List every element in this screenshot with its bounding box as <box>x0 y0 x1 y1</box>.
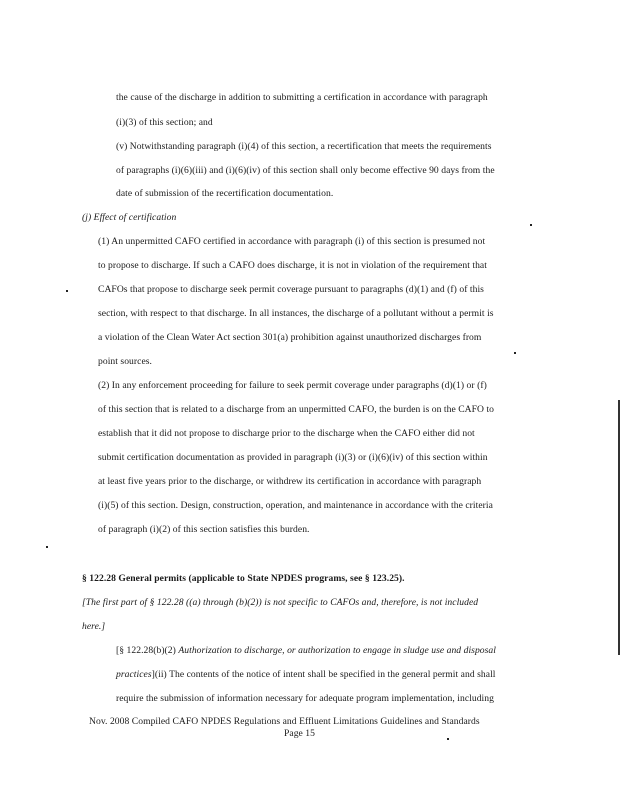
text-line <box>116 645 496 656</box>
text-line: require the submission of information necessary for adequate program implementation, including <box>116 693 494 704</box>
editorial-note: here.] <box>82 621 106 632</box>
editorial-note: [The first part of § 122.28 ((a) through (b)(2)) is not specific to CAFOs and, therefore, is not included <box>82 597 479 608</box>
scan-speck <box>447 738 449 740</box>
text-line: of this section that is related to a discharge from an unpermitted CAFO, the burden is on the CAFO to <box>98 404 495 415</box>
text-line: (i)(5) of this section. Design, construction, operation, and maintenance in accordance with the criteria <box>98 500 493 511</box>
text-line: (2) In any enforcement proceeding for failure to seek permit coverage under paragraphs (d)(1) or (f) <box>98 380 487 391</box>
text-line: establish that it did not propose to discharge prior to the discharge when the CAFO either did not <box>98 428 475 439</box>
text-line: of paragraphs (i)(6)(iii) and (i)(6)(iv) of this section shall only become effective 90 days from the <box>116 165 495 176</box>
text-line: (i)(3) of this section; and <box>116 117 213 128</box>
section-heading: (j) Effect of certification <box>82 212 177 223</box>
scan-speck <box>514 352 516 354</box>
text-line <box>116 669 496 680</box>
scan-speck <box>46 546 48 548</box>
scan-speck <box>66 290 68 292</box>
citation-prefix: [§ 122.28(b)(2) <box>116 645 179 656</box>
page-number: Page 15 <box>284 728 315 739</box>
text-line: the cause of the discharge in addition to submitting a certification in accordance with paragraph <box>116 92 488 103</box>
text-line: (v) Notwithstanding paragraph (i)(4) of this section, a recertification that meets the requirements <box>116 141 492 152</box>
text-line: at least five years prior to the discharge, or withdrew its certification in accordance with paragraph <box>98 476 482 487</box>
text-line: (1) An unpermitted CAFO certified in accordance with paragraph (i) of this section is presumed not <box>98 236 486 247</box>
text-run: ](ii) The contents of the notice of intent shall be specified in the general permit and shall <box>151 669 496 680</box>
footer-text: Nov. 2008 Compiled CAFO NPDES Regulations and Effluent Limitations Guidelines and Standards <box>89 716 480 727</box>
text-line: to propose to discharge. If such a CAFO does discharge, it is not in violation of the requirement that <box>98 260 487 271</box>
scan-speck <box>530 224 532 226</box>
text-line: section, with respect to that discharge. In all instances, the discharge of a pollutant without a permit is <box>98 308 494 319</box>
scan-edge-line <box>618 400 620 655</box>
section-heading: § 122.28 General permits (applicable to State NPDES programs, see § 123.25). <box>82 573 405 584</box>
text-line: point sources. <box>98 356 152 367</box>
text-line: submit certification documentation as provided in paragraph (i)(3) or (i)(6)(iv) of this section within <box>98 452 488 463</box>
text-line: CAFOs that propose to discharge seek permit coverage pursuant to paragraphs (d)(1) and (f) of this <box>98 284 484 295</box>
citation-title: Authorization to discharge, or authorization to engage in sludge use and disposal <box>178 645 496 656</box>
text-line: date of submission of the recertification documentation. <box>116 188 334 199</box>
text-line: of paragraph (i)(2) of this section satisfies this burden. <box>98 524 310 535</box>
citation-title: practices <box>116 669 152 680</box>
text-line: a violation of the Clean Water Act section 301(a) prohibition against unauthorized discharges from <box>98 332 482 343</box>
